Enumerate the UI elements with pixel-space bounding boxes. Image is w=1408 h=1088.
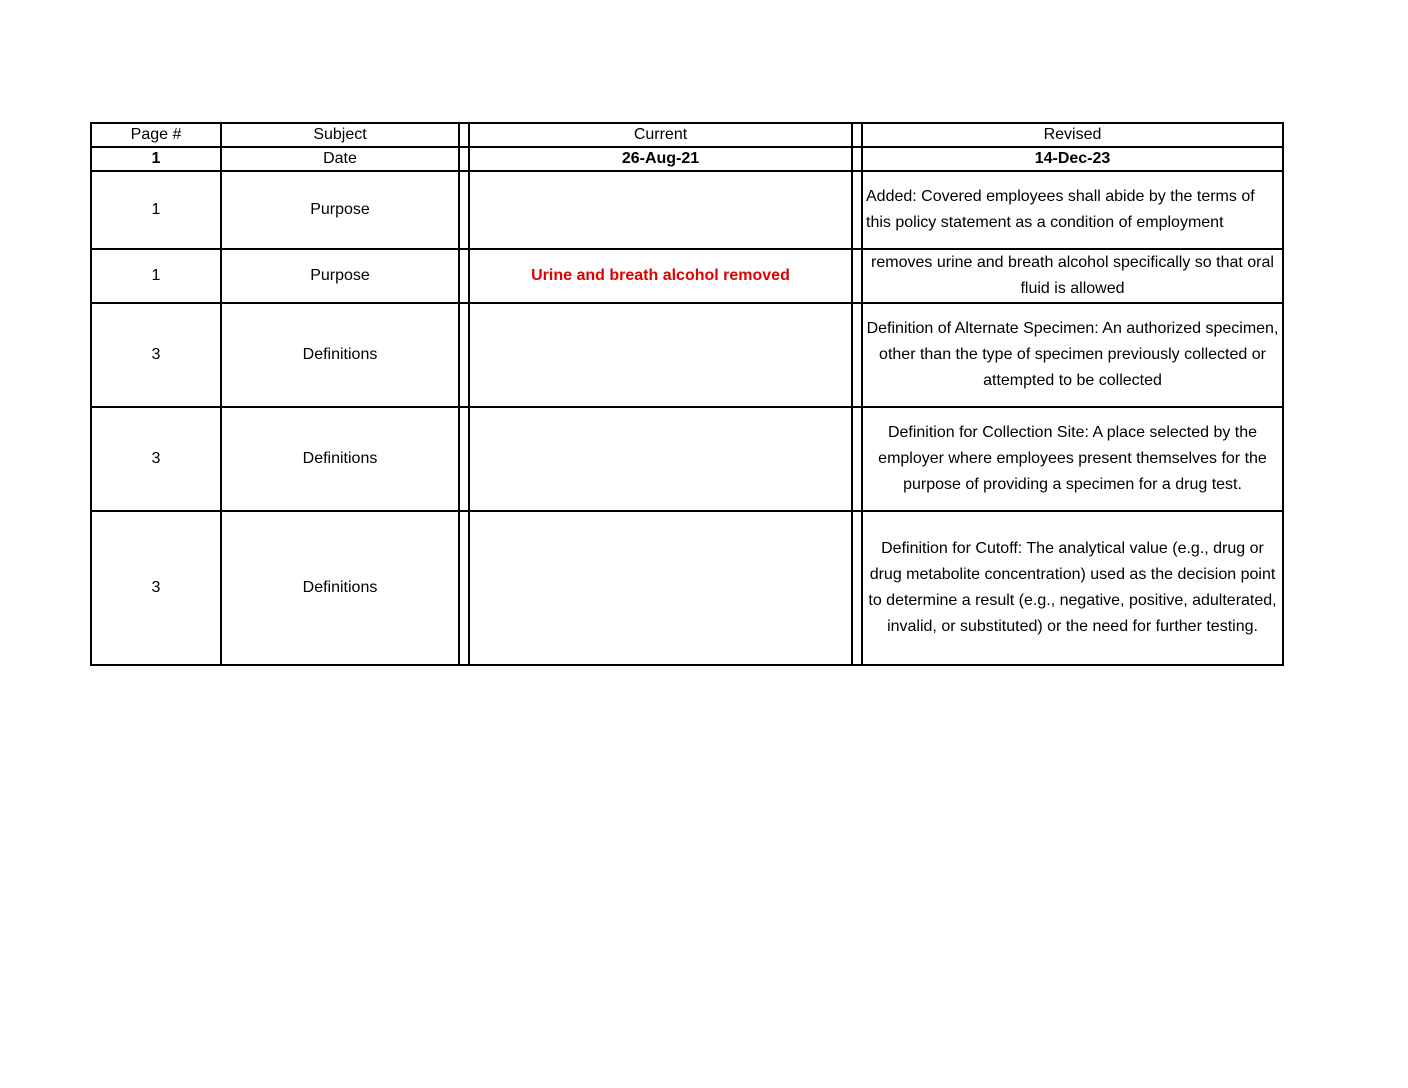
date-page: 1	[91, 147, 221, 171]
column-divider	[459, 147, 469, 171]
column-divider	[852, 171, 862, 249]
row-revised: Definition for Collection Site: A place selected by the employer where employees present themselves for the purpose of providing a specimen for a drug test.	[862, 407, 1283, 511]
column-divider	[459, 303, 469, 407]
date-subject: Date	[221, 147, 459, 171]
row-page: 3	[91, 511, 221, 665]
column-divider	[459, 511, 469, 665]
column-divider	[852, 511, 862, 665]
row-current	[469, 171, 852, 249]
row-page: 1	[91, 171, 221, 249]
column-divider	[459, 407, 469, 511]
revision-table	[90, 122, 1284, 666]
table-row	[91, 171, 1283, 249]
date-revised: 14-Dec-23	[862, 147, 1283, 171]
column-divider	[459, 171, 469, 249]
header-subject: Subject	[221, 123, 459, 147]
row-current	[469, 303, 852, 407]
row-revised: Definition for Cutoff: The analytical value (e.g., drug or drug metabolite concentration) used as the decision point to determine a result (e.g., negative, positive, adulterated, invalid, or substituted) or the need for further testing.	[862, 511, 1283, 665]
column-divider	[852, 147, 862, 171]
column-divider	[852, 123, 862, 147]
row-subject: Definitions	[221, 303, 459, 407]
date-current: 26-Aug-21	[469, 147, 852, 171]
date-row	[91, 147, 1283, 171]
column-divider	[459, 249, 469, 303]
row-current-highlight: Urine and breath alcohol removed	[469, 249, 852, 303]
table-row	[91, 303, 1283, 407]
row-current	[469, 407, 852, 511]
row-current	[469, 511, 852, 665]
header-revised: Revised	[862, 123, 1283, 147]
row-subject: Definitions	[221, 511, 459, 665]
row-page: 3	[91, 303, 221, 407]
table-row	[91, 511, 1283, 665]
row-page: 1	[91, 249, 221, 303]
row-revised: Added: Covered employees shall abide by the terms of this policy statement as a condition of employment	[862, 171, 1283, 249]
header-current: Current	[469, 123, 852, 147]
header-page: Page #	[91, 123, 221, 147]
table-row	[91, 249, 1283, 303]
table-row	[91, 407, 1283, 511]
row-page: 3	[91, 407, 221, 511]
column-divider	[459, 123, 469, 147]
row-subject: Purpose	[221, 171, 459, 249]
column-divider	[852, 407, 862, 511]
row-revised: Definition of Alternate Specimen: An authorized specimen, other than the type of specimen previously collected or attempted to be collected	[862, 303, 1283, 407]
column-divider	[852, 249, 862, 303]
row-subject: Definitions	[221, 407, 459, 511]
column-divider	[852, 303, 862, 407]
row-subject: Purpose	[221, 249, 459, 303]
header-row	[91, 123, 1283, 147]
row-revised: removes urine and breath alcohol specifically so that oral fluid is allowed	[862, 249, 1283, 303]
